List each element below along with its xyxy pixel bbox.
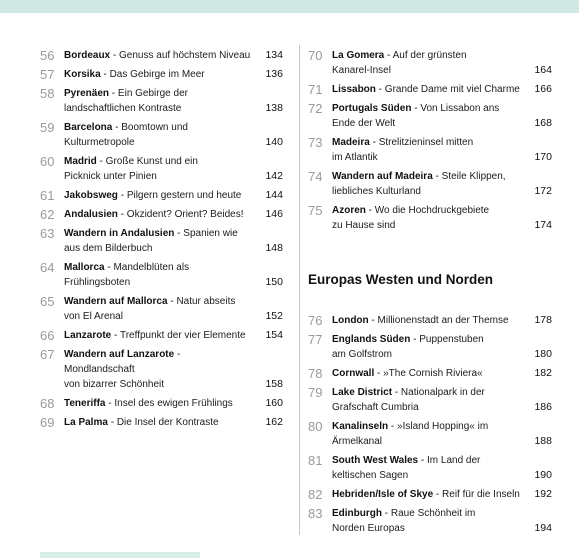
toc-entry[interactable] [40,328,283,343]
chapter-subtitle: Grande Dame mit viel Charme [384,84,520,95]
chapter-subtitle: Im Land der [427,455,481,466]
chapter-subtitle: Steile Klippen, [441,171,506,182]
chapter-number: 71 [308,82,323,97]
entry-text [64,86,283,116]
chapter-subtitle-continued: Frühlingsboten [64,277,131,288]
toc-entry[interactable] [40,396,283,411]
chapter-subtitle-continued: liebliches Kulturland [332,186,421,197]
page-number: 142 [265,170,283,182]
toc-entry[interactable] [308,203,552,233]
chapter-subtitle: Mondlandschaft [64,364,135,375]
chapter-number: 76 [308,313,323,328]
title-separator: - [167,296,177,307]
chapter-title: Jakobsweg [64,190,118,201]
chapter-number: 57 [40,67,55,82]
page-number: 172 [534,185,552,197]
chapter-subtitle: »The Cornish Riviera« [383,368,483,379]
chapter-subtitle-continued: am Golfstrom [332,349,393,360]
toc-entry[interactable] [40,347,283,392]
page-number: 192 [534,488,552,500]
title-separator: - [432,171,442,182]
chapter-number: 81 [308,453,323,468]
page-number: 168 [534,117,552,129]
entry-text [64,260,283,290]
toc-entry[interactable] [40,120,283,150]
chapter-number: 69 [40,415,55,430]
chapter-title: Andalusien [64,209,118,220]
chapter-number: 83 [308,506,323,521]
title-separator: - [112,122,122,133]
page-number: 170 [534,151,552,163]
title-separator: - [107,417,117,428]
title-separator: - [384,50,393,61]
title-separator: - [388,421,398,432]
toc-entry[interactable] [40,226,283,256]
entry-text [332,48,552,78]
page-number: 182 [534,367,552,379]
chapter-number: 75 [308,203,323,218]
title-separator: - [365,205,375,216]
chapter-number: 82 [308,487,323,502]
chapter-subtitle: Pilgern gestern und heute [126,190,242,201]
toc-column-right-bottom [308,313,552,540]
chapter-title: Madrid [64,156,97,167]
chapter-subtitle: Große Kunst und ein [105,156,198,167]
chapter-subtitle: Reif für die Inseln [442,489,520,500]
chapter-number: 61 [40,188,55,203]
chapter-number: 80 [308,419,323,434]
page-number: 146 [265,208,283,220]
entry-text [332,101,552,131]
toc-entry[interactable] [40,86,283,116]
chapter-subtitle-continued: Ärmelkanal [332,436,383,447]
chapter-subtitle: Insel des ewigen Frühlings [114,398,233,409]
chapter-subtitle: Natur abseits [176,296,236,307]
page-number: 186 [534,401,552,413]
column-divider [299,45,300,535]
entry-text [64,48,283,63]
chapter-subtitle: Auf der grünsten [392,50,467,61]
title-separator: - [392,387,401,398]
chapter-subtitle: Genuss auf höchstem Niveau [119,50,251,61]
chapter-number: 78 [308,366,323,381]
entry-text [64,415,283,430]
chapter-title: Madeira [332,137,370,148]
entry-text [64,154,283,184]
chapter-subtitle: Von Lissabon ans [420,103,500,114]
chapter-number: 74 [308,169,323,184]
chapter-subtitle: Ein Gebirge der [117,88,188,99]
chapter-number: 58 [40,86,55,101]
page-number: 148 [265,242,283,254]
toc-entry[interactable] [308,313,552,328]
toc-entry[interactable] [40,415,283,430]
toc-entry[interactable] [308,506,552,536]
chapter-subtitle: Treffpunkt der vier Elemente [119,330,246,341]
chapter-title: Kanalinseln [332,421,389,432]
entry-text [332,385,552,415]
title-separator: - [117,209,127,220]
entry-text [332,453,552,483]
chapter-title: South West Wales [332,455,419,466]
chapter-title: Lissabon [332,84,376,95]
entry-text [332,203,552,233]
chapter-number: 67 [40,347,55,362]
chapter-subtitle-continued: von bizarrer Schönheit [64,379,165,390]
title-separator: - [100,69,110,80]
chapter-title: La Gomera [332,50,385,61]
page-number: 178 [534,314,552,326]
toc-entry[interactable] [40,294,283,324]
chapter-subtitle: Die Insel der Kontraste [116,417,219,428]
title-separator: - [368,315,378,326]
page-number: 194 [534,522,552,534]
entry-text [332,82,552,97]
title-separator: - [117,190,127,201]
entry-text [64,120,283,150]
chapter-subtitle: Okzident? Orient? Beides! [126,209,244,220]
page-number: 136 [265,68,283,80]
page-number: 154 [265,329,283,341]
chapter-subtitle-continued: Kanarel-Insel [332,65,391,76]
toc-entry[interactable] [40,67,283,82]
title-separator: - [110,50,120,61]
title-separator: - [174,228,184,239]
chapter-number: 77 [308,332,323,347]
entry-text [332,366,552,381]
title-separator: - [111,330,120,341]
toc-entry[interactable] [40,207,283,222]
entry-text [332,419,552,449]
page-number: 134 [265,49,283,61]
chapter-title: Wandern in Andalusien [64,228,175,239]
title-separator: - [375,84,385,95]
chapter-number: 73 [308,135,323,150]
toc-entry[interactable] [40,188,283,203]
chapter-number: 72 [308,101,323,116]
page-number: 138 [265,102,283,114]
chapter-subtitle-continued: Ende der Welt [332,118,396,129]
chapter-title: Wandern auf Lanzarote [64,349,175,360]
toc-column-right-top [308,48,552,237]
toc-entry[interactable] [308,385,552,415]
chapter-title: Teneriffa [64,398,106,409]
page-number: 150 [265,276,283,288]
chapter-number: 64 [40,260,55,275]
title-separator: - [411,103,421,114]
chapter-number: 63 [40,226,55,241]
toc-entry[interactable] [308,332,552,362]
chapter-title: Azoren [332,205,366,216]
entry-text [332,487,552,502]
chapter-subtitle-continued: im Atlantik [332,152,378,163]
title-separator: - [410,334,420,345]
page-number: 144 [265,189,283,201]
chapter-subtitle: Mandelblüten als [113,262,190,273]
entry-text [64,207,283,222]
chapter-subtitle-continued: Kulturmetropole [64,137,135,148]
entry-text [64,328,283,343]
chapter-subtitle: »Island Hopping« im [397,421,489,432]
page-number: 162 [265,416,283,428]
page-number: 188 [534,435,552,447]
chapter-subtitle: Puppenstuben [419,334,484,345]
entry-text [332,332,552,362]
page-number: 140 [265,136,283,148]
chapter-subtitle: Millionenstadt an der Themse [377,315,509,326]
top-color-band [0,0,579,13]
chapter-title: Pyrenäen [64,88,110,99]
chapter-title: Wandern auf Madeira [332,171,433,182]
toc-entry[interactable] [308,101,552,131]
section-heading: Europas Westen und Norden [308,272,494,287]
chapter-title: Wandern auf Mallorca [64,296,168,307]
chapter-title: Lake District [332,387,393,398]
entry-text [64,226,283,256]
chapter-title: Edinburgh [332,508,382,519]
toc-entry[interactable] [308,453,552,483]
chapter-title: Englands Süden [332,334,411,345]
toc-entry[interactable] [40,154,283,184]
bottom-color-band [40,552,200,558]
chapter-number: 70 [308,48,323,63]
chapter-title: La Palma [64,417,108,428]
chapter-title: Lanzarote [64,330,112,341]
page-number: 180 [534,348,552,360]
page-number: 166 [534,83,552,95]
toc-entry[interactable] [308,366,552,381]
toc-entry[interactable] [308,82,552,97]
title-separator: - [374,368,384,379]
title-separator: - [433,489,443,500]
chapter-subtitle-continued: Norden Europas [332,523,405,534]
chapter-number: 66 [40,328,55,343]
chapter-number: 59 [40,120,55,135]
chapter-title: Barcelona [64,122,113,133]
chapter-title: Cornwall [332,368,375,379]
chapter-title: Bordeaux [64,50,111,61]
title-separator: - [418,455,428,466]
chapter-subtitle-continued: von El Arenal [64,311,123,322]
title-separator: - [104,262,114,273]
entry-text [64,347,283,392]
toc-entry[interactable] [308,487,552,502]
entry-text [332,506,552,536]
entry-text [332,169,552,199]
chapter-number: 65 [40,294,55,309]
chapter-subtitle-continued: Grafschaft Cumbria [332,402,419,413]
chapter-subtitle-continued: keltischen Sagen [332,470,409,481]
entry-text [64,67,283,82]
entry-text [332,135,552,165]
entry-text [64,188,283,203]
chapter-subtitle: Raue Schönheit im [390,508,476,519]
entry-text [332,313,552,328]
toc-entry[interactable] [40,260,283,290]
chapter-subtitle: Das Gebirge im Meer [109,69,205,80]
chapter-subtitle: Nationalpark in der [400,387,485,398]
chapter-title: Mallorca [64,262,105,273]
title-separator: - [105,398,115,409]
chapter-subtitle: Strelitzieninsel mitten [378,137,474,148]
page-number: 164 [534,64,552,76]
chapter-title: Hebriden/Isle of Skye [332,489,434,500]
page-number: 152 [265,310,283,322]
title-separator: - [369,137,379,148]
page-number: 158 [265,378,283,390]
toc-entry[interactable] [308,48,552,78]
chapter-number: 68 [40,396,55,411]
entry-text [64,294,283,324]
chapter-title: Portugals Süden [332,103,412,114]
chapter-subtitle-continued: landschaftlichen Kontraste [64,103,182,114]
toc-entry[interactable] [308,419,552,449]
chapter-title: Korsika [64,69,101,80]
toc-entry[interactable] [40,48,283,63]
title-separator: - [382,508,391,519]
chapter-subtitle-continued: zu Hause sind [332,220,396,231]
chapter-subtitle-continued: aus dem Bilderbuch [64,243,153,254]
chapter-subtitle: Wo die Hochdruckgebiete [374,205,490,216]
toc-column-left [40,48,283,434]
title-separator: - [174,349,181,360]
toc-entry[interactable] [308,135,552,165]
chapter-title: London [332,315,369,326]
chapter-number: 60 [40,154,55,169]
chapter-number: 79 [308,385,323,400]
chapter-number: 62 [40,207,55,222]
page-number: 160 [265,397,283,409]
chapter-number: 56 [40,48,55,63]
chapter-subtitle: Spanien wie [183,228,238,239]
chapter-subtitle: Boomtown und [121,122,188,133]
entry-text [64,396,283,411]
title-separator: - [96,156,106,167]
toc-entry[interactable] [308,169,552,199]
title-separator: - [109,88,118,99]
page-number: 174 [534,219,552,231]
chapter-subtitle-continued: Picknick unter Pinien [64,171,157,182]
page-number: 190 [534,469,552,481]
